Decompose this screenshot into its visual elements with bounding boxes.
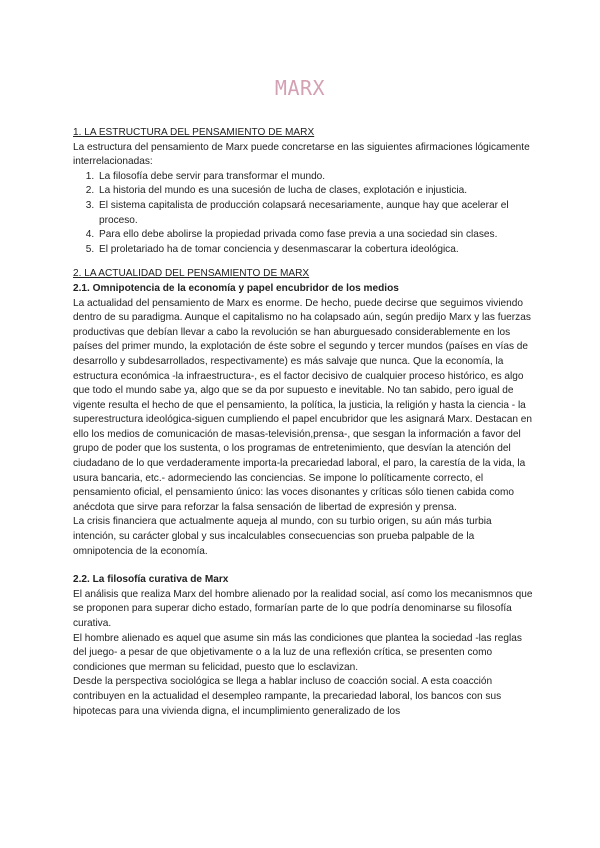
section-1-intro: La estructura del pensamiento de Marx puede concretarse en las siguientes afirmaciones lógicamente interrelacionadas: (73, 141, 530, 168)
document-title: MARX (274, 76, 326, 100)
section-1-list (73, 170, 533, 258)
section-1-heading: 1. LA ESTRUCTURA DEL PENSAMIENTO DE MARX (73, 127, 315, 138)
paragraph: El hombre alienado es aquel que asume sin más las condiciones que plantea la sociedad -las reglas del juego- a pesar de que objetivamente o a la luz de una reflexión crítica, se presenten como condiciones que merman su felicidad, puesto que lo esclavizan. (73, 632, 522, 673)
subsection-2-2-heading: 2.2. La filosofía curativa de Marx (73, 574, 229, 586)
paragraph: La crisis financiera que actualmente aqueja al mundo, con su turbio origen, su aún más turbia intención, su carácter global y sus incalculables consecuencias son prueba palpable de la omnipotencia de la economía. (73, 516, 492, 557)
paragraph: El análisis que realiza Marx del hombre alienado por la realidad social, así como los mecanismnos que se proponen para superar dicho estado, formarían parte de lo que podría denominarse su filosofía curativa. (73, 588, 533, 629)
list-item: 1. La filosofía debe servir para transformar el mundo. (97, 170, 533, 185)
list-item: 2. La historia del mundo es una sucesión de lucha de clases, explotación e injusticia. (97, 184, 533, 199)
list-item: 5. El proletariado ha de tomar conciencia y desenmascarar la cobertura ideológica. (97, 243, 533, 258)
paragraph: Desde la perspectiva sociológica se llega a hablar incluso de coacción social. A esta coacción contribuyen en la actualidad el desempleo rampante, la precariedad laboral, los bancos con sus hipotecas para una vivienda digna, el incumplimiento generalizado de los (73, 676, 502, 717)
subsection-2-1-heading: 2.1. Omnipotencia de la economía y papel encubridor de los medios (73, 282, 399, 294)
document-body (73, 126, 533, 719)
section-2-heading: 2. LA ACTUALIDAD DEL PENSAMIENTO DE MARX (73, 268, 310, 280)
list-item: 4. Para ello debe abolirse la propiedad privada como fase previa a una sociedad sin clases. (97, 228, 533, 243)
list-item: 3. El sistema capitalista de producción colapsará necesariamente, aunque hay que acelerar el proceso. (97, 199, 533, 228)
paragraph: La actualidad del pensamiento de Marx es enorme. De hecho, puede decirse que seguimos viviendo dentro de su paradigma. Aunque el capitalismo no ha colapsado aún, según predijo Marx y las fuerzas productivas que debían llevar a cabo la revolución se han aburguesado considerablemente en los países del primer mundo, la explotación de éste sobre el segundo y tercer mundos (países en vías de desarrollo y subdesarrollados, respectivamente) es más salvaje que nunca. Que la economía, la estructura económica -la infraestructura-, es el factor decisivo de cualquier proceso histórico, es algo que todo el mundo sabe ya, algo que se da por supuesto e inevitable. No tan sabido, pero igual de vigente resulta el hecho de que el pensamiento, la política, la justicia, la religión y hasta la ciencia - la superestructura ideológica-siguen cumpliendo el papel encubridor que les asignará Marx. Destacan en ello los medios de comunicación de masas-televisión,prensa-, que sesgan la información a favor del grupo de poder que los sustenta, o los programas de entretenimiento, que desvían la atención del ciudadano de lo que verdaderamente importa-la precariedad laboral, el paro, la carestía de la vida, la usura bancaria, etc.- adormeciendo las conciencias. Se impone lo políticamente correcto, el pensamiento oficial, el pensamiento único: las voces disonantes y críticas sólo tienen cabida como anécdota que sirve para reforzar la falsa sensación de libertad de expresión y prensa. (73, 297, 532, 513)
